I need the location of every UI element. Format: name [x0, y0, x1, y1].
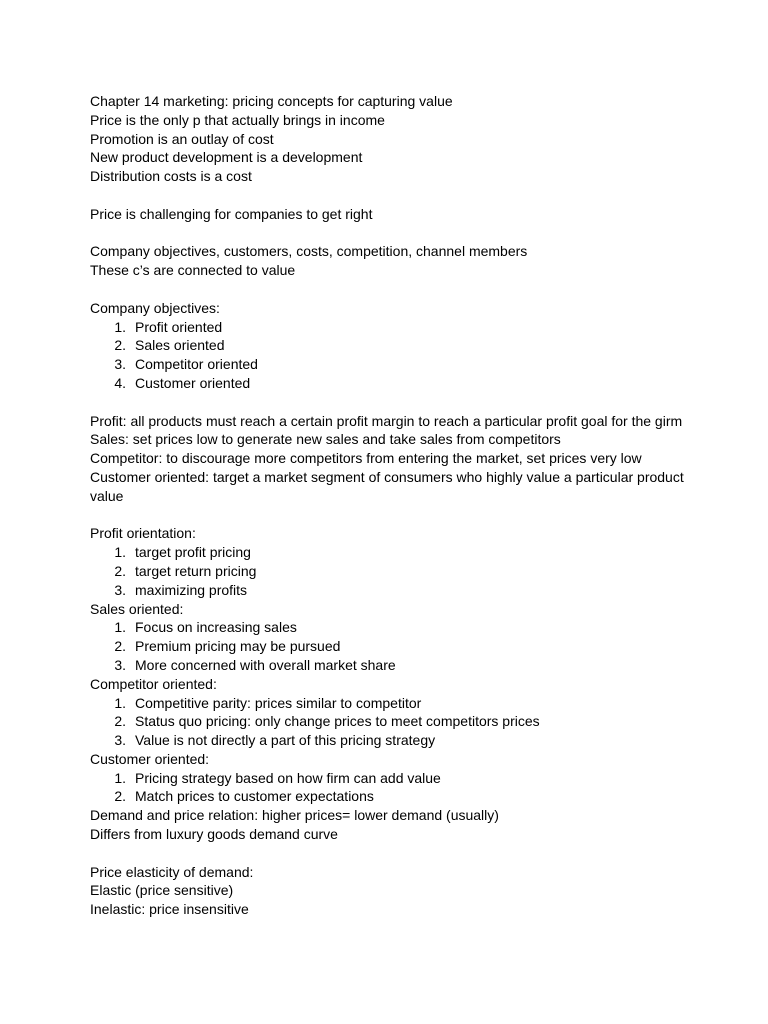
text-line: Chapter 14 marketing: pricing concepts for capturing value	[90, 93, 453, 109]
list-item-text: Value is not directly a part of this pricing strategy	[135, 732, 436, 749]
text-line: These c’s are connected to value	[90, 262, 296, 279]
text-line: Profit: all products must reach a certain profit margin to reach a particular profit goal for the girm	[90, 412, 683, 429]
text-line: Competitor: to discourage more competitors from entering the market, set prices very low	[90, 450, 642, 467]
list-item-number: 3.	[114, 656, 126, 673]
list-item	[90, 787, 690, 806]
list-item-text: Competitive parity: prices similar to competitor	[135, 694, 422, 711]
list-item-number: 2.	[114, 713, 126, 730]
list-item-text: Status quo pricing: only change prices to meet competitors prices	[135, 713, 540, 730]
blank-line	[90, 506, 690, 525]
list-item-text: Match prices to customer expectations	[135, 788, 374, 805]
list-item-number: 2.	[114, 638, 126, 655]
list-item-number: 1.	[114, 544, 126, 561]
list-item	[90, 731, 690, 750]
list-item-text: Competitor oriented	[135, 356, 258, 373]
list-item-text: Pricing strategy based on how firm can add value	[135, 769, 441, 786]
list-item	[90, 581, 690, 600]
list-item-number: 3.	[114, 732, 126, 749]
list-item-number: 1.	[114, 694, 126, 711]
text-line: Customer oriented:	[90, 750, 210, 767]
list-item	[90, 694, 690, 713]
list-item-number: 3.	[114, 356, 126, 373]
text-line: Company objectives:	[90, 299, 220, 316]
list-item	[90, 618, 690, 637]
list-item	[90, 637, 690, 656]
text-line: New product development is a development	[90, 149, 363, 166]
text-line: Sales: set prices low to generate new sales and take sales from competitors	[90, 431, 561, 448]
text-line: Price is the only p that actually brings in income	[90, 111, 385, 128]
list-item	[90, 769, 690, 788]
list-item-text: Premium pricing may be pursued	[135, 638, 341, 655]
text-line: Promotion is an outlay of cost	[90, 130, 274, 147]
text-line: Elastic (price sensitive)	[90, 882, 234, 899]
list-item-number: 2.	[114, 562, 126, 579]
list-item-number: 1.	[114, 318, 126, 335]
list-item-text: target return pricing	[135, 562, 257, 579]
text-line: Company objectives, customers, costs, competition, channel members	[90, 243, 528, 260]
text-line: Distribution costs is a cost	[90, 168, 252, 185]
list-item	[90, 712, 690, 731]
text-line: Price elasticity of demand:	[90, 863, 254, 880]
list-item	[90, 355, 690, 374]
text-line: Competitor oriented:	[90, 675, 217, 692]
list-item-text: target profit pricing	[135, 544, 251, 561]
text-line: Profit orientation:	[90, 525, 196, 542]
list-item	[90, 336, 690, 355]
list-item-text: Profit oriented	[135, 318, 223, 335]
list-item	[90, 318, 690, 337]
list-item-text: More concerned with overall market share	[135, 656, 396, 673]
list-item-text: maximizing profits	[135, 581, 248, 598]
text-line: Demand and price relation: higher prices= lower demand (usually)	[90, 807, 499, 824]
blank-line	[90, 393, 690, 412]
text-line: Sales oriented:	[90, 600, 184, 617]
list-item	[90, 543, 690, 562]
blank-line	[90, 224, 690, 243]
list-item	[90, 374, 690, 393]
list-item-number: 1.	[114, 769, 126, 786]
list-item-number: 1.	[114, 619, 126, 636]
list-item-number: 3.	[114, 581, 126, 598]
list-item-text: Customer oriented	[135, 374, 251, 391]
list-item-text: Sales oriented	[135, 337, 225, 354]
list-item-text: Focus on increasing sales	[135, 619, 297, 636]
blank-line	[90, 280, 690, 299]
text-line: Customer oriented: target a market segment of consumers who highly value a particular product value	[90, 468, 688, 504]
list-item	[90, 656, 690, 675]
list-item-number: 4.	[114, 374, 126, 391]
text-line: Inelastic: price insensitive	[90, 901, 249, 918]
document-body	[90, 92, 690, 919]
list-item	[90, 562, 690, 581]
blank-line	[90, 186, 690, 205]
list-item-number: 2.	[114, 788, 126, 805]
text-line: Price is challenging for companies to get right	[90, 205, 373, 222]
blank-line	[90, 844, 690, 863]
list-item-number: 2.	[114, 337, 126, 354]
text-line: Differs from luxury goods demand curve	[90, 826, 338, 843]
